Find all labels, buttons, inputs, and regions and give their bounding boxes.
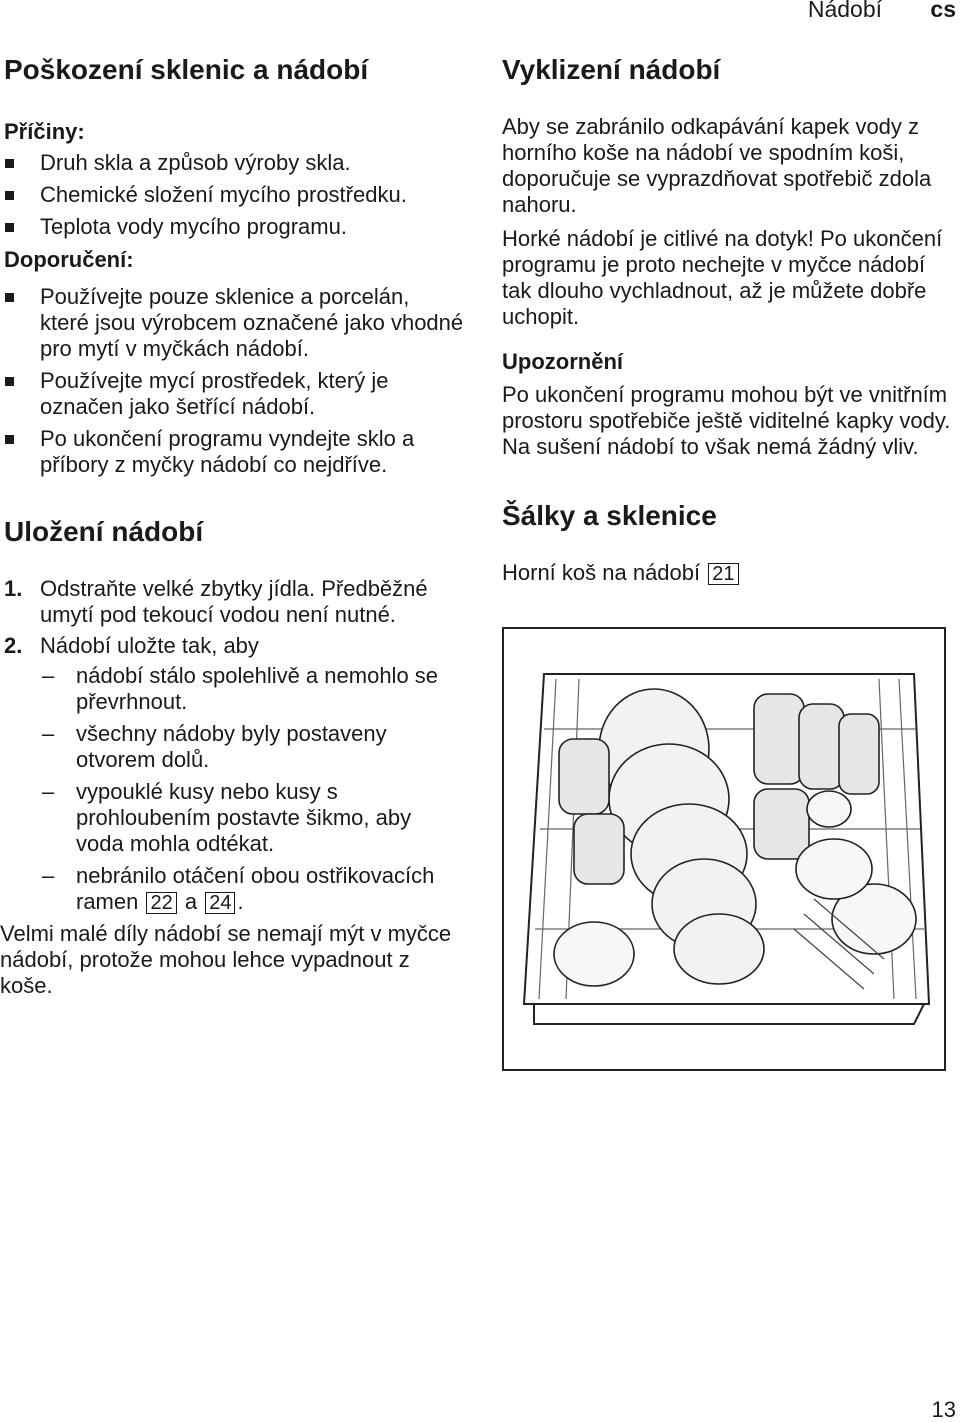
conjunction: a: [184, 889, 198, 914]
step-item: [4, 633, 464, 915]
dash-mark: –: [42, 863, 55, 888]
damage-title: Poškození sklenic a nádobí: [4, 54, 369, 85]
step-item: [4, 576, 464, 628]
dash-item: [40, 863, 464, 915]
header-language: cs: [930, 0, 956, 22]
loading-title: Uložení nádobí: [4, 516, 204, 547]
caption-text: Horní koš na nádobí: [502, 560, 701, 585]
reference-number: 24: [205, 892, 235, 914]
step-text: Odstraňte velké zbytky jídla. Předběžné umytí pod tekoucí vodou není nutné.: [40, 576, 428, 627]
left-column: [0, 50, 464, 999]
dash-text: všechny nádoby byly postaveny otvorem dolů.: [76, 721, 387, 772]
hot-dishes-paragraph: Horké nádobí je citlivé na dotyk! Po ukončení programu je proto nechejte v myčce nádobí tak dlouho vychladnout, až je můžete dobře uchopit.: [502, 226, 943, 329]
causes-label: Příčiny:: [4, 119, 85, 144]
page-number: 13: [931, 1397, 956, 1422]
list-item: Používejte pouze sklenice a porcelán, které jsou výrobcem označené jako vhodné pro mytí v myčkách nádobí.: [4, 284, 464, 362]
recommendations-label: Doporučení:: [4, 247, 134, 272]
step-number: 2.: [4, 633, 23, 658]
figure-caption: [502, 560, 957, 586]
small-parts-note: Velmi malé díly nádobí se nemají mýt v myčce nádobí, protože mohou lehce vypadnout z koše.: [0, 921, 452, 998]
dash-item: [40, 779, 464, 857]
dash-item: [40, 663, 464, 715]
dash-text: nebránilo otáčení obou ostřikovacích ramen: [76, 863, 435, 914]
basket-base: [534, 1004, 924, 1024]
reference-number: 22: [146, 892, 176, 914]
causes-list: [4, 150, 464, 240]
loading-steps: [4, 576, 464, 915]
list-item: Po ukončení programu vyndejte sklo a příbory z myčky nádobí co nejdříve.: [4, 426, 464, 478]
unloading-paragraph: Aby se zabránilo odkapávání kapek vody z horního koše na nádobí ve spodním koši, doporučuje se vyprazdňovat spotřebič zdola nahoru.: [502, 114, 932, 217]
upper-basket-illustration: [502, 627, 946, 1071]
warning-text: Po ukončení programu mohou být ve vnitřním prostoru spotřebiče ještě viditelné kapky vody. Na sušení nádobí to však nemá žádný vliv.: [502, 382, 951, 459]
list-item: Používejte mycí prostředek, který je označen jako šetřící nádobí.: [4, 368, 464, 420]
header-section: Nádobí: [807, 0, 882, 22]
step-number: 1.: [4, 576, 23, 601]
dash-text: vypouklé kusy nebo kusy s prohloubením postavte šikmo, aby voda mohla odtékat.: [76, 779, 412, 856]
list-item: Druh skla a způsob výroby skla.: [4, 150, 464, 176]
dash-mark: –: [42, 663, 55, 688]
step-text: Nádobí uložte tak, aby: [40, 633, 259, 658]
cups-title: Šálky a sklenice: [502, 500, 717, 531]
period: .: [237, 889, 244, 914]
right-column: [502, 50, 957, 586]
dash-mark: –: [42, 721, 55, 746]
warning-title: Upozornění: [502, 349, 623, 374]
dash-item: [40, 721, 464, 773]
dash-text: nádobí stálo spolehlivě a nemohlo se převrhnout.: [76, 663, 439, 714]
unloading-title: Vyklizení nádobí: [502, 54, 721, 85]
dash-mark: –: [42, 779, 55, 804]
dash-list: [40, 663, 464, 915]
recommendations-list: [4, 284, 464, 478]
list-item: Teplota vody mycího programu.: [4, 214, 464, 240]
list-item: Chemické složení mycího prostředku.: [4, 182, 464, 208]
basket-drawing: [504, 629, 944, 1069]
reference-number: 21: [708, 563, 738, 585]
